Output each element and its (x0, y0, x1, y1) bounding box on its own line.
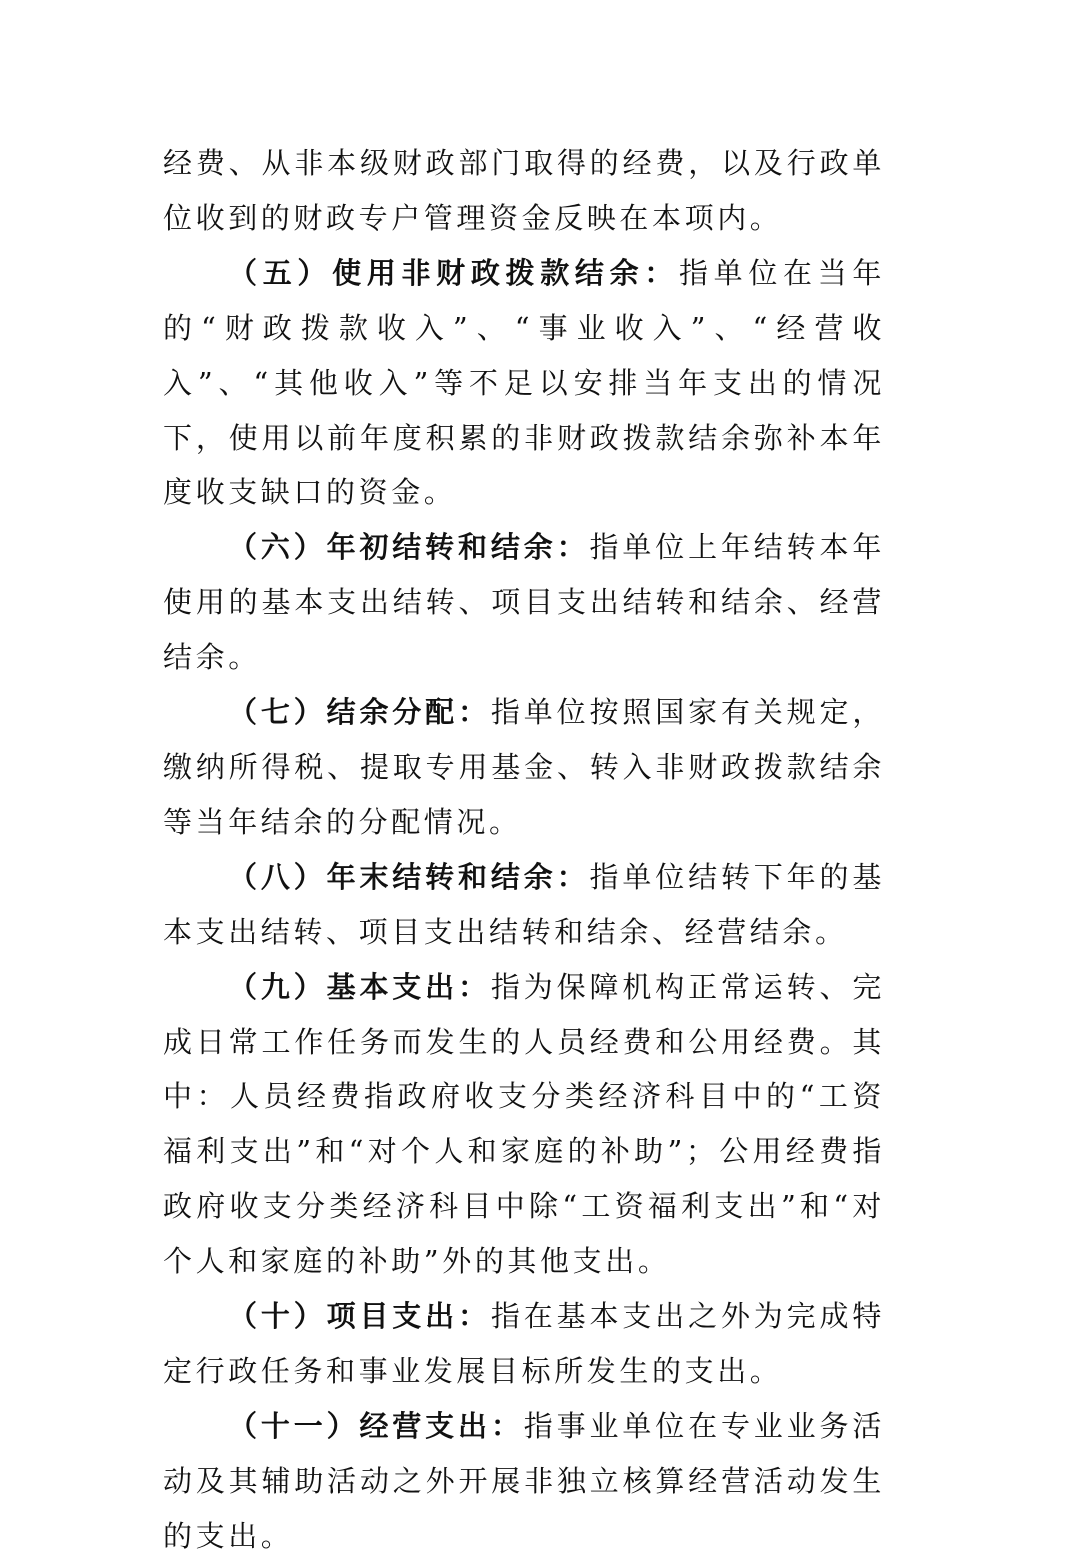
paragraph-item-7 (163, 685, 885, 850)
document-page (163, 136, 885, 1564)
paragraph-item-10 (163, 1289, 885, 1399)
paragraph-item-8 (163, 850, 885, 960)
paragraph-heading: （五）使用非财政拨款结余： (228, 255, 679, 290)
paragraph-heading: （八）年末结转和结余： (228, 859, 590, 894)
paragraph-text: 指在基本支出之外为完成特定行政任务和事业发展目标所发生的支出。 (163, 1299, 885, 1388)
paragraph-heading: （六）年初结转和结余： (228, 530, 590, 565)
paragraph-item-6 (163, 520, 885, 685)
paragraph-heading: （七）结余分配： (228, 695, 491, 730)
paragraph-item-9 (163, 960, 885, 1289)
paragraph-item-11 (163, 1399, 885, 1564)
paragraph-text: 经费、从非本级财政部门取得的经费，以及行政单位收到的财政专户管理资金反映在本项内。 (163, 146, 885, 235)
paragraph-text: 指事业单位在专业业务活动及其辅助活动之外开展非独立核算经营活动发生的支出。 (163, 1408, 885, 1553)
paragraph-text: 指单位上年结转本年使用的基本支出结转、项目支出结转和结余、经营结余。 (163, 530, 885, 675)
paragraph-text: 指单位按照国家有关规定，缴纳所得税、提取专用基金、转入非财政拨款结余等当年结余的分配情况。 (163, 695, 885, 839)
paragraph-continuation (163, 136, 885, 246)
paragraph-text: 指单位在当年的“财政拨款收入”、“事业收入”、“经营收入”、“其他收入”等不足以安排当年支出的情况下，使用以前年度积累的非财政拨款结余弥补本年度收支缺口的资金。 (163, 255, 885, 510)
paragraph-heading: （十一）经营支出： (228, 1408, 524, 1443)
paragraph-heading: （十）项目支出： (228, 1299, 491, 1334)
paragraph-text: 指为保障机构正常运转、完成日常工作任务而发生的人员经费和公用经费。其中：人员经费指政府收支分类经济科目中的“工资福利支出”和“对个人和家庭的补助”；公用经费指政府收支分类经济科目中除“工资福利支出”和“对个人和家庭的补助”外的其他支出。 (163, 969, 885, 1279)
paragraph-text: 指单位结转下年的基本支出结转、项目支出结转和结余、经营结余。 (163, 859, 885, 949)
paragraph-heading: （九）基本支出： (228, 969, 491, 1004)
paragraph-item-5 (163, 246, 885, 521)
